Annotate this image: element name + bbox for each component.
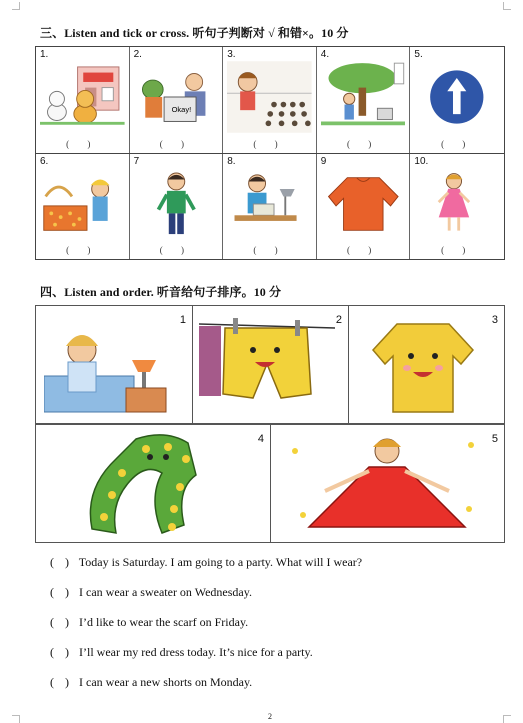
order-sentence-list bbox=[50, 554, 362, 704]
order-sentence-4 bbox=[50, 644, 362, 674]
green-scarf-picture bbox=[76, 429, 236, 541]
corner-mark-top-left bbox=[12, 2, 20, 10]
sentence-text: I’ll wear my red dress today. It’s nice for a party. bbox=[79, 645, 313, 659]
boy-standing-picture bbox=[134, 166, 219, 242]
okay-sign-text: Okay! bbox=[171, 105, 191, 115]
picture-number: 1 bbox=[179, 314, 186, 326]
corner-mark-top-right bbox=[503, 2, 511, 10]
picture-cell-8 bbox=[223, 154, 317, 259]
answer-parentheses: ( ) bbox=[159, 245, 193, 255]
item-number: 1. bbox=[40, 49, 49, 60]
answer-blank: ( ) bbox=[50, 585, 73, 599]
go-straight-sign-picture bbox=[414, 59, 500, 135]
order-picture-4 bbox=[35, 424, 271, 543]
tick-cross-grid-row-2 bbox=[35, 153, 505, 260]
picture-cell-2 bbox=[130, 47, 224, 153]
item-number: 9 bbox=[320, 156, 327, 167]
frog-and-man-picture bbox=[134, 59, 219, 135]
item-number: 6. bbox=[40, 156, 49, 167]
item-number: 7 bbox=[133, 156, 140, 167]
girl-at-bedside-picture bbox=[44, 316, 184, 416]
girl-under-tree-picture bbox=[321, 59, 406, 135]
order-sentence-5 bbox=[50, 674, 362, 704]
picture-cell-3 bbox=[223, 47, 317, 153]
girl-making-bed-picture bbox=[40, 166, 125, 242]
picture-number: 4 bbox=[257, 433, 264, 445]
item-number: 3. bbox=[227, 49, 236, 60]
answer-blank: ( ) bbox=[50, 645, 73, 659]
orange-sweater-picture bbox=[321, 166, 406, 242]
item-number: 4. bbox=[320, 49, 330, 60]
tick-cross-grid-row-1 bbox=[35, 46, 505, 154]
order-sentence-1 bbox=[50, 554, 362, 584]
sentence-text: Today is Saturday. I am going to a party. What will I wear? bbox=[78, 555, 363, 569]
answer-blank: ( ) bbox=[50, 615, 73, 629]
answer-parentheses: ( ) bbox=[441, 139, 474, 149]
section-3-title: 三、Listen and tick or cross. 听句子判断对 √ 和错×。10 分 bbox=[40, 26, 349, 40]
answer-parentheses: ( ) bbox=[253, 139, 286, 149]
shorts-on-clothesline-picture bbox=[199, 314, 335, 418]
answer-blank: ( ) bbox=[50, 555, 73, 569]
girl-in-red-dress-picture bbox=[285, 431, 481, 541]
boy-reading-at-desk-picture bbox=[227, 166, 312, 242]
item-number: 2. bbox=[133, 49, 142, 60]
picture-cell-10 bbox=[410, 154, 504, 259]
picture-cell-4 bbox=[317, 47, 411, 153]
answer-blank: ( ) bbox=[50, 675, 73, 689]
sentence-text: I can wear a sweater on Wednesday. bbox=[79, 585, 252, 599]
picture-cell-9 bbox=[317, 154, 411, 259]
order-sentence-3 bbox=[50, 614, 362, 644]
yellow-sweater-picture bbox=[361, 316, 485, 416]
picture-number: 3 bbox=[491, 314, 498, 326]
answer-parentheses: ( ) bbox=[441, 245, 474, 255]
order-picture-3 bbox=[348, 305, 505, 424]
page-number: 2 bbox=[268, 712, 272, 721]
answer-parentheses: ( ) bbox=[159, 139, 193, 149]
answer-parentheses: ( ) bbox=[253, 245, 286, 255]
picture-cell-5 bbox=[410, 47, 504, 153]
item-number: 10. bbox=[414, 156, 429, 167]
order-picture-5 bbox=[270, 424, 505, 543]
item-number: 5. bbox=[414, 49, 423, 60]
order-picture-2 bbox=[192, 305, 349, 424]
order-picture-1 bbox=[35, 305, 193, 424]
answer-parentheses: ( ) bbox=[346, 139, 380, 149]
picture-cell-6 bbox=[36, 154, 130, 259]
cats-and-shop-picture bbox=[40, 59, 125, 135]
sentence-text: I’d like to wear the scarf on Friday. bbox=[79, 615, 249, 629]
picture-cell-7 bbox=[130, 154, 224, 259]
sentence-text: I can wear a new shorts on Monday. bbox=[79, 675, 253, 689]
answer-parentheses: ( ) bbox=[66, 245, 99, 255]
picture-number: 2 bbox=[335, 314, 342, 326]
corner-mark-bottom-left bbox=[12, 715, 20, 723]
answer-parentheses: ( ) bbox=[346, 245, 380, 255]
girl-in-dress-picture bbox=[414, 166, 500, 242]
girl-in-classroom-picture bbox=[227, 59, 312, 135]
item-number: 8. bbox=[227, 156, 236, 167]
picture-number: 5 bbox=[491, 433, 498, 445]
section-4-title: 四、Listen and order. 听音给句子排序。10 分 bbox=[40, 285, 282, 299]
order-sentence-2 bbox=[50, 584, 362, 614]
corner-mark-bottom-right bbox=[503, 715, 511, 723]
picture-cell-1 bbox=[36, 47, 130, 153]
answer-parentheses: ( ) bbox=[66, 139, 99, 149]
